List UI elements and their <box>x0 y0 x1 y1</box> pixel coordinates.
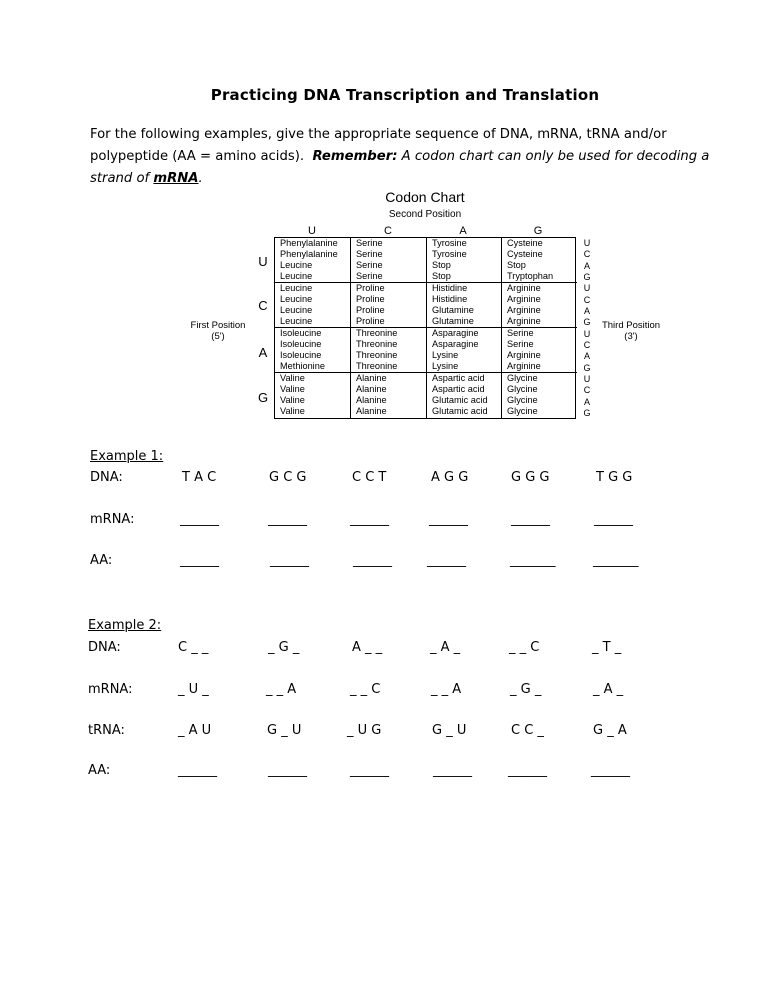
example-2-mrna-2[interactable]: _ _ A <box>266 682 297 697</box>
amino-acid-entry: Proline <box>356 294 385 304</box>
amino-acid-entry: Alanine <box>356 406 387 416</box>
amino-acid-entry: Leucine <box>280 260 313 270</box>
amino-acid-entry: Valine <box>280 406 305 416</box>
amino-acid-entry: Cysteine <box>507 238 543 248</box>
codon-grid <box>274 237 576 419</box>
example-2-trna-4[interactable]: G _ U <box>432 723 467 738</box>
codon-cell-ca <box>427 283 502 328</box>
example-2-dna-4[interactable]: _ A _ <box>430 640 461 655</box>
amino-acid-entry: Glycine <box>507 373 538 383</box>
third-position-label <box>596 320 666 342</box>
example-2-dna-5[interactable]: _ _ C <box>509 640 540 655</box>
codon-cell-cc <box>351 283 427 328</box>
example-2-mrna-label: mRNA: <box>88 682 133 697</box>
example-2-aa-blank-5[interactable]: ______ <box>508 763 547 778</box>
amino-acid-entry: Arginine <box>507 316 541 326</box>
example-2-trna-6[interactable]: G _ A <box>593 723 627 738</box>
example-1-aa-blank-5[interactable]: _______ <box>510 553 556 568</box>
third-position-letter: C <box>583 249 591 260</box>
example-1-dna-label: DNA: <box>90 470 123 485</box>
amino-acid-entry: Histidine <box>432 294 468 304</box>
example-1-dna-6: T G G <box>596 470 633 485</box>
amino-acid-entry: Valine <box>280 373 305 383</box>
amino-acid-entry: Serine <box>356 238 383 248</box>
remember-label: Remember: <box>312 149 398 164</box>
example-1-aa-blank-1[interactable]: ______ <box>180 553 219 568</box>
amino-acid-entry: Threonine <box>356 350 398 360</box>
example-2-aa-blank-2[interactable]: ______ <box>268 763 307 778</box>
example-1-dna-5: G G G <box>511 470 550 485</box>
amino-acid-entry: Glutamine <box>432 305 474 315</box>
column-header-g: G <box>533 225 543 237</box>
example-2-mrna-3[interactable]: _ _ C <box>350 682 381 697</box>
page-title: Practicing DNA Transcription and Translation <box>210 86 600 104</box>
amino-acid-entry: Stop <box>432 260 451 270</box>
third-position-letter: G <box>583 408 591 419</box>
third-position-direction: (3') <box>624 331 638 342</box>
example-2-dna-label: DNA: <box>88 640 121 655</box>
amino-acid-entry: Proline <box>356 305 385 315</box>
amino-acid-entry: Valine <box>280 395 305 405</box>
amino-acid-entry: Valine <box>280 384 305 394</box>
third-position-letter: G <box>583 362 591 373</box>
example-1-mrna-blank-6[interactable]: ______ <box>594 512 633 527</box>
first-position-direction: (5') <box>211 331 225 342</box>
example-1-aa-label: AA: <box>90 553 113 568</box>
example-1-aa-blank-2[interactable]: ______ <box>270 553 309 568</box>
codon-chart-title: Codon Chart <box>385 189 465 205</box>
codon-cell-ac <box>351 328 427 373</box>
amino-acid-entry: Threonine <box>356 339 398 349</box>
instructions-text: For the following examples, give the appropriate sequence of DNA, mRNA, tRNA and/or polypeptide (AA = amino acids). <box>90 127 667 164</box>
amino-acid-entry: Glutamic acid <box>432 395 488 405</box>
example-2-aa-blank-4[interactable]: ______ <box>433 763 472 778</box>
column-header-a: A <box>459 225 467 237</box>
column-header-u: U <box>308 225 316 237</box>
amino-acid-entry: Serine <box>356 249 383 259</box>
amino-acid-entry: Tyrosine <box>432 238 467 248</box>
amino-acid-entry: Isoleucine <box>280 339 322 349</box>
codon-cell-uc <box>351 238 427 283</box>
amino-acid-entry: Threonine <box>356 328 398 338</box>
example-2-aa-blank-3[interactable]: ______ <box>350 763 389 778</box>
example-1-dna-4: A G G <box>431 470 469 485</box>
row-header-c: C <box>258 298 268 313</box>
example-1-mrna-blank-5[interactable]: ______ <box>511 512 550 527</box>
amino-acid-entry: Aspartic acid <box>432 373 485 383</box>
third-position-letter: U <box>583 328 591 339</box>
third-position-letter: U <box>583 238 591 248</box>
third-position-letter: U <box>583 283 591 294</box>
codon-cell-ua <box>427 238 502 283</box>
example-2-dna-6[interactable]: _ T _ <box>592 640 622 655</box>
codon-cell-au <box>275 328 351 373</box>
example-2-dna-1[interactable]: C _ _ <box>178 640 209 655</box>
example-2-mrna-1[interactable]: _ U _ <box>178 682 209 697</box>
codon-cell-cu <box>275 283 351 328</box>
codon-cell-ag <box>502 328 577 373</box>
example-1-aa-blank-6[interactable]: _______ <box>593 553 639 568</box>
amino-acid-entry: Arginine <box>507 350 541 360</box>
amino-acid-entry: Leucine <box>280 305 313 315</box>
example-2-mrna-5[interactable]: _ G _ <box>510 682 542 697</box>
amino-acid-entry: Alanine <box>356 373 387 383</box>
amino-acid-entry: Serine <box>356 271 383 281</box>
column-header-c: C <box>384 225 392 237</box>
row-header-g: G <box>257 390 269 405</box>
example-1-mrna-blank-4[interactable]: ______ <box>429 512 468 527</box>
example-2-dna-3[interactable]: A _ _ <box>352 640 383 655</box>
amino-acid-entry: Stop <box>507 260 526 270</box>
amino-acid-entry: Lysine <box>432 350 459 360</box>
amino-acid-entry: Arginine <box>507 305 541 315</box>
third-position-letter: A <box>583 351 590 362</box>
amino-acid-entry: Threonine <box>356 361 398 371</box>
amino-acid-entry: Asparagine <box>432 339 479 349</box>
third-position-text: Third Position <box>601 320 661 331</box>
codon-cell-ug <box>502 238 577 283</box>
amino-acid-entry: Aspartic acid <box>432 384 485 394</box>
example-1-mrna-blank-3[interactable]: ______ <box>350 512 389 527</box>
example-2-dna-2[interactable]: _ G _ <box>268 640 300 655</box>
example-1-label: Example 1: <box>90 449 164 464</box>
example-1-aa-blank-4[interactable]: ______ <box>427 553 466 568</box>
example-2-trna-label: tRNA: <box>88 723 125 738</box>
third-position-letter: G <box>583 272 591 283</box>
example-2-mrna-6[interactable]: _ A _ <box>593 682 624 697</box>
codon-cell-gu <box>275 373 351 418</box>
second-position-label: Second Position <box>388 209 462 220</box>
amino-acid-entry: Serine <box>507 328 534 338</box>
period: . <box>198 171 203 186</box>
example-2-aa-blank-1[interactable]: ______ <box>178 763 217 778</box>
codon-cell-aa <box>427 328 502 373</box>
amino-acid-entry: Glycine <box>507 395 538 405</box>
amino-acid-entry: Stop <box>432 271 451 281</box>
amino-acid-entry: Cysteine <box>507 249 543 259</box>
third-position-letter: U <box>583 374 591 385</box>
example-2-mrna-4[interactable]: _ _ A <box>431 682 462 697</box>
mrna-emphasis: mRNA <box>153 171 199 186</box>
first-position-text: First Position <box>190 320 246 331</box>
codon-cell-ga <box>427 373 502 418</box>
amino-acid-entry: Lysine <box>432 361 459 371</box>
amino-acid-entry: Glycine <box>507 384 538 394</box>
amino-acid-entry: Proline <box>356 316 385 326</box>
amino-acid-entry: Phenylalanine <box>280 249 338 259</box>
codon-cell-gg <box>502 373 577 418</box>
amino-acid-entry: Isoleucine <box>280 350 322 360</box>
example-1-aa-blank-3[interactable]: ______ <box>353 553 392 568</box>
third-position-letter: A <box>583 396 590 407</box>
example-2-trna-5[interactable]: C C _ <box>511 723 544 738</box>
row-header-u: U <box>258 254 268 269</box>
third-position-letter: C <box>583 385 591 396</box>
amino-acid-entry: Leucine <box>280 271 313 281</box>
amino-acid-entry: Methionine <box>280 361 325 371</box>
example-1-mrna-blank-2[interactable]: ______ <box>268 512 307 527</box>
amino-acid-entry: Glutamine <box>432 316 474 326</box>
example-2-trna-2[interactable]: G _ U <box>267 723 302 738</box>
first-position-label <box>180 320 256 342</box>
codon-cell-gc <box>351 373 427 418</box>
amino-acid-entry: Glutamic acid <box>432 406 488 416</box>
example-1-dna-1: T A C <box>182 470 217 485</box>
instructions-note: A codon chart can only be used for decoding a strand of <box>90 149 710 186</box>
example-1-mrna-label: mRNA: <box>90 512 135 527</box>
example-1-dna-3: C C T <box>352 470 387 485</box>
third-position-letter: C <box>583 294 591 305</box>
third-position-letters <box>582 238 592 420</box>
amino-acid-entry: Glycine <box>507 406 538 416</box>
amino-acid-entry: Phenylalanine <box>280 238 338 248</box>
amino-acid-entry: Proline <box>356 283 385 293</box>
third-position-letter: A <box>583 306 590 317</box>
codon-cell-cg <box>502 283 577 328</box>
amino-acid-entry: Alanine <box>356 395 387 405</box>
third-position-letter: C <box>583 340 591 351</box>
amino-acid-entry: Tryptophan <box>507 271 554 281</box>
amino-acid-entry: Histidine <box>432 283 468 293</box>
amino-acid-entry: Leucine <box>280 316 313 326</box>
example-2-trna-1[interactable]: _ A U <box>178 723 212 738</box>
amino-acid-entry: Tyrosine <box>432 249 467 259</box>
example-2-label: Example 2: <box>88 618 162 633</box>
amino-acid-entry: Isoleucine <box>280 328 322 338</box>
third-position-letter: A <box>583 260 590 271</box>
example-2-trna-3[interactable]: _ U G <box>347 723 382 738</box>
row-header-a: A <box>258 345 268 360</box>
example-1-mrna-blank-1[interactable]: ______ <box>180 512 219 527</box>
amino-acid-entry: Leucine <box>280 283 313 293</box>
third-position-letter: G <box>583 317 591 328</box>
example-1-dna-2: G C G <box>269 470 307 485</box>
amino-acid-entry: Serine <box>507 339 534 349</box>
amino-acid-entry: Arginine <box>507 294 541 304</box>
instructions <box>90 124 730 190</box>
amino-acid-entry: Arginine <box>507 361 541 371</box>
amino-acid-entry: Asparagine <box>432 328 479 338</box>
example-2-aa-blank-6[interactable]: ______ <box>591 763 630 778</box>
example-2-aa-label: AA: <box>88 763 111 778</box>
amino-acid-entry: Arginine <box>507 283 541 293</box>
codon-cell-uu <box>275 238 351 283</box>
amino-acid-entry: Alanine <box>356 384 387 394</box>
amino-acid-entry: Leucine <box>280 294 313 304</box>
amino-acid-entry: Serine <box>356 260 383 270</box>
